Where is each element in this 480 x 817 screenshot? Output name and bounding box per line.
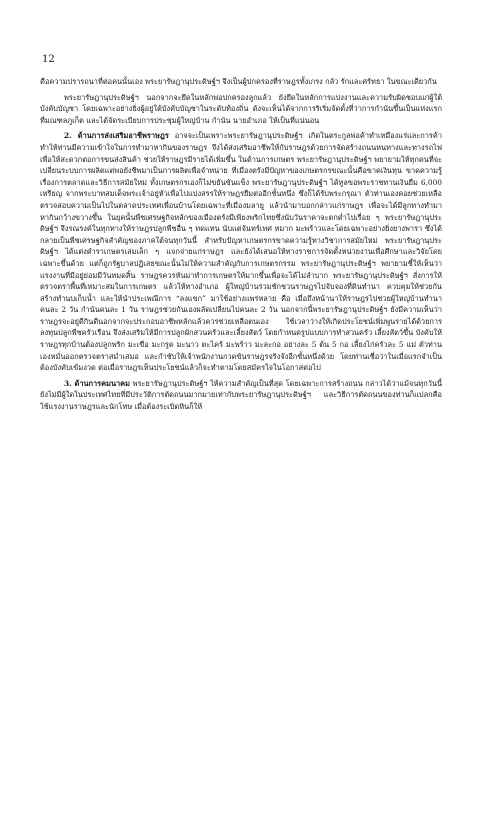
- paragraph-3-text: อาจจะเป็นเพราะพระยารัษฎานุประดิษฐ์ฯ เกิดในตระกูลพ่อค้าทำเหมืองแร่และการค้า ทำให้ท่านมีความเข้าใจในการทำมาหากินของราษฎร จึงได้ส่งเสริมอาชีพให้กับราษฎรด้วยการจัดสร้างถนนหนทางและทางรถไฟเพื่อให้สะดวกต่อการขนส่งสินค้า ช่วยให้ราษฎรมีรายได้เพิ่มขึ้น ในด้านการเกษตร พระยารัษฎานุประดิษฐ์ฯ พยายามให้ทุกคนที่จะเปลี่ยนระบบการผลิตแต่พอยังชีพมาเป็นการผลิตเพื่อจำหน่าย ที่เมืองตรังมีปัญหาของเกษตรกรขณะนั้นคือขาดเงินทุน ขาดความรู้เรื่องการตลาดและวิธีการสมัยใหม่ ทั้งเกษตรกรเองก็ไม่ขยันขันแข็ง พระยารัษฎานุประดิษฐ์ฯ ได้ทูลขอพระราชทานเงินยืม 6,000 เหรียญ จากพระบาทสมเด็จพระเจ้าอยู่หัวเพื่อไปแบ่งสรรให้ราษฎรยืมต่ออีกชั้นหนึ่ง ซึ่งก็ได้รับพระกรุณา ตัวท่านเองคอยช่วยเหลือตรวจสอบความเป็นไปในตลาดประเทศเพื่อนบ้านโดยเฉพาะที่เมืองมลายู แล้วนำมาบอกกล่าวแก่ราษฎร เพื่อจะได้มีลูกทางทำมาหากินกว้างขวางขึ้น ในยุคนั้นพืชเศรษฐกิจหลักของเมืองตรังมีเพียงพริกไทยซึ่งนับวันราคาจะตกต่ำไปเรื่อย ๆ พระยารัษฎานุประดิษฐ์ฯ จึงรณรงค์ในทุกทางให้ราษฎรปลูกพืชอื่น ๆ ทดแทน นับแต่จันทร์เทศ หมาก มะพร้าวและโดยเฉพาะอย่างยิ่งยางพารา ซึ่งได้กลายเป็นพืชเศรษฐกิจสำคัญของภาคใต้จนทุกวันนี้ สำหรับปัญหาเกษตรกรขาดความรู้ทางวิชาการสมัยใหม่ พระยารัษฎานุประดิษฐ์ฯ ได้แต่งตำราเกษตรเล่มเล็ก ๆ แจกจ่ายแก่ราษฎร และยังได้เสนอให้ทางราชการจัดตั้งหน่วยงานเพื่อศึกษาและวิจัยโดยเฉพาะขึ้นด้วย แต่ก็ถูกรัฐบาลปฏิเสธขณะนั้นไม่ให้ความสำคัญกับการเกษตรกรรม พระยารัษฎานุประดิษฐ์ฯ พยายามชี้ให้เห็นว่า แรงงานที่มีอยู่ย่อมมีวันหมดสิ้น ราษฎรควรหันมาทำการเกษตรให้มากขึ้นเพื่อจะได้ไม่ลำบาก พระยารัษฎานุประดิษฐ์ฯ สั่งการให้ตรวจตราพื้นที่เหมาะสมในการเกษตร แล้วให้ทางอำเภอ ผู้ใหญ่บ้านร่วมชักชวนราษฎรไปจับจองที่ดินทำนา ควบคุมให้ช่วยกันสร้างทำนบเก็บน้ำ และให้นำประเพณีการ “ลงแขก” มาใช้อย่างแพร่หลาย คือ เมื่อถึงหน้านาให้ราษฎรไปช่วยผู้ใหญ่บ้านทำนาคนละ 2 วัน กำนันคนละ 1 วัน ราษฎรช่วยกันเองผลัดเปลี่ยนไปคนละ 2 วัน นอกจากนี้พระยารัษฎานุประดิษฐ์ฯ ยังมีความเห็นว่าราษฎรจะอยู่ดีกินดีนอกจากจะประกอบอาชีพหลักแล้วควรช่วยเหลือตนเอง ใช้เวลาว่างให้เกิดประโยชน์เพิ่มพูนรายได้ด้วยการลงทุนปลูกพืชครัวเรือน จึงส่งเสริมให้มีการปลูกผักสวนครัวและเลี้ยงสัตว์ โดยกำหนดรูปแบบการทำสวนครัว เลี้ยงสัตว์ขึ้น บังคับให้ราษฎรทุกบ้านต้องปลูกพริก มะเขือ มะกรูด มะนาว ตะไคร้ มะพร้าว มะละกอ อย่างละ 5 ต้น 5 กอ เลี้ยงไก่ครัวละ 5 แม่ ตัวท่านเองหมั่นออกตรวจตราสม่ำเสมอ และกำชับให้เจ้าพนักงานกวดขันราษฎรจริงจังอีกชั้นหนึ่งด้วย โดยท่านเชื่อว่าในเมื่อแรกจำเป็นต้องบังคับเข้มงวด ต่อเมื่อราษฎรเห็นประโยชน์แล้วก็จะทำตามโดยสมัครใจในโอกาสต่อไป: [40, 131, 442, 373]
- body-text: [40, 76, 442, 417]
- paragraph-2-text: พระยารัษฎานุประดิษฐ์ฯ นอกจากจะยึดในหลักพ่อปกครองลูกแล้ว ยังยึดในหลักการแบ่งงานและความรับผิดชอบแก่ผู้ใต้บังคับบัญชา โดยเฉพาะอย่างยิ่งผู้อยู่ใต้บังคับบัญชาในระดับท้องถิ่น ดังจะเห็นได้จากการริเริ่มจัดตั้งที่ว่าการกำนันขึ้นเป็นแห่งแรกที่มณฑลภูเก็ต และได้จัดระเบียบการประชุมผู้ใหญ่บ้าน กำนัน นายอำเภอ ให้เป็นที่แน่นอน: [40, 92, 442, 125]
- section-heading-transport: 3. ด้านการคมนาคม: [64, 378, 130, 388]
- paragraph-1: [40, 76, 442, 88]
- section-heading-career: 2. ด้านการส่งเสริมอาชีพราษฎร: [64, 131, 169, 141]
- paragraph-4-text: พระยารัษฎานุประดิษฐ์ฯ ให้ความสำคัญเป็นที่สุด โดยเฉพาะการสร้างถนน กล่าวได้ว่าแม้จนทุกวันนี้ยังไม่มีผู้ใดในประเทศไทยที่มีประวัติการตัดถนนมากมายเท่ากับพระยารัษฎานุประดิษฐ์ฯ และวิธีการตัดถนนของท่านก็แปลกคือ ใช้แรงงานราษฎรและนักโทษ เมื่อต้องระเบิดหินก็ให้: [40, 378, 442, 412]
- page-number: 12: [42, 54, 55, 65]
- paragraph-1-text: คือความปรารถนาที่ต่อคนนั้นเอง พระยารัษฎานุประดิษฐ์ฯ จึงเป็นผู้ปกครองที่ราษฎรทั้งเกรง กลัว รักและศรัทธา ในขณะเดียวกัน: [40, 77, 437, 86]
- paragraph-2: [40, 92, 442, 127]
- paragraph-4: [40, 378, 442, 413]
- paragraph-3: [40, 130, 442, 373]
